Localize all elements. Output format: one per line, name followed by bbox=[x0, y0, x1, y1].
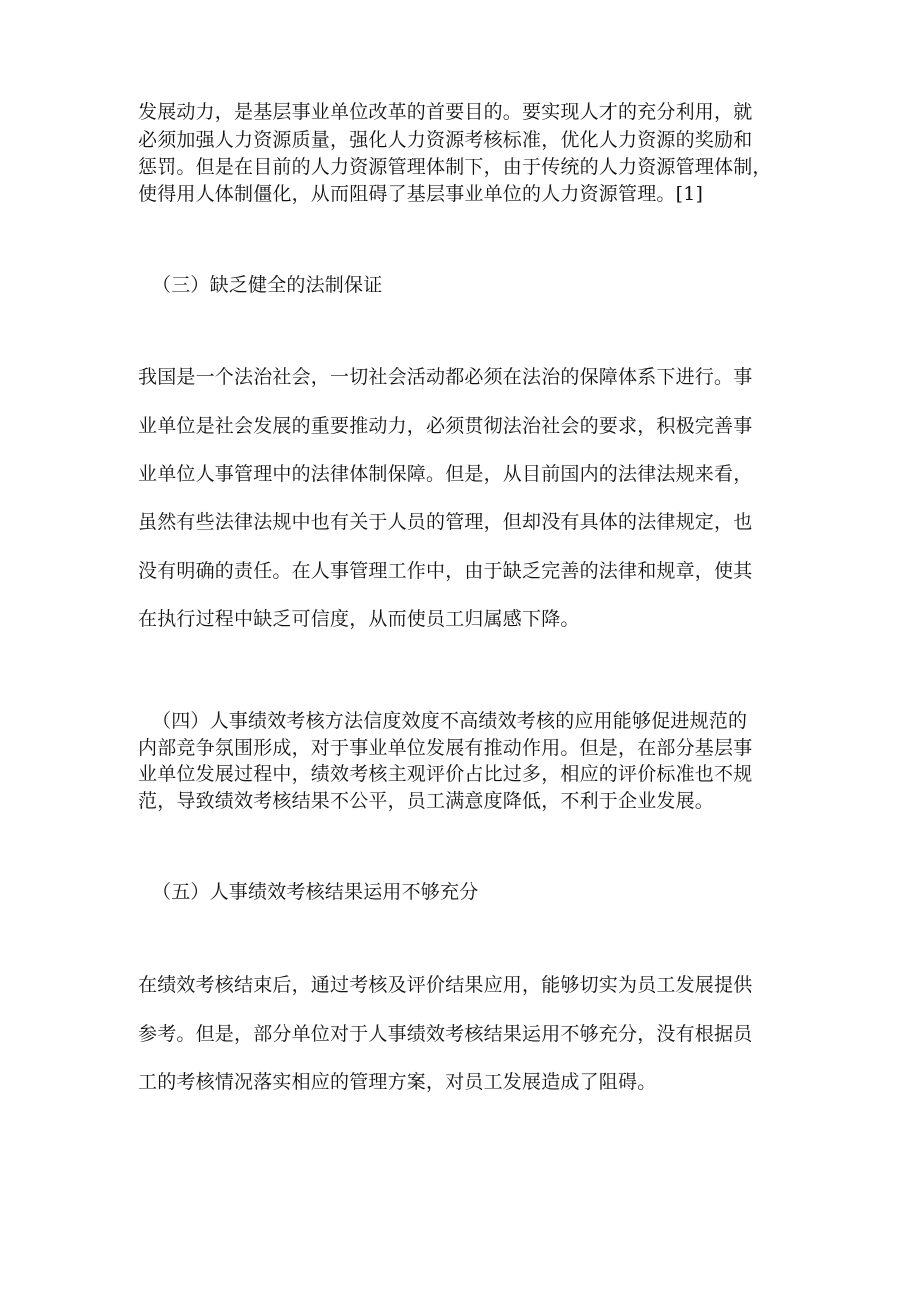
section-heading-5: （五）人事绩效考核结果运用不够充分 bbox=[152, 881, 479, 903]
text-line: （四）人事绩效考核方法信度效度不高绩效考核的应用能够促进规范的 bbox=[152, 710, 748, 732]
text-line: 内部竞争氛围形成，对于事业单位发展有推动作用。但是，在部分基层事 bbox=[138, 737, 753, 759]
text-line: 范，导致绩效考核结果不公平，员工满意度降低，不利于企业发展。 bbox=[138, 790, 715, 812]
text-line: 必须加强人力资源质量，强化人力资源考核标准，优化人力资源的奖励和 bbox=[138, 129, 753, 151]
text-line: 发展动力，是基层事业单位改革的首要目的。要实现人才的充分利用，就 bbox=[138, 101, 753, 123]
text-line: 使得用人体制僵化，从而阻碍了基层事业单位的人力资源管理。[1] bbox=[138, 183, 704, 205]
text-line: 工的考核情况落实相应的管理方案，对员工发展造成了阻碍。 bbox=[138, 1071, 657, 1093]
text-line: 虽然有些法律法规中也有关于人员的管理，但却没有具体的法律规定，也 bbox=[138, 511, 753, 533]
text-line: 业单位发展过程中，绩效考核主观评价占比过多，相应的评价标准也不规 bbox=[138, 763, 753, 785]
text-line: 在绩效考核结束后，通过考核及评价结果应用，能够切实为员工发展提供 bbox=[138, 974, 753, 996]
section-heading-3: （三）缺乏健全的法制保证 bbox=[152, 274, 383, 296]
text-line: 业单位人事管理中的法律体制保障。但是，从目前国内的法律法规来看， bbox=[138, 463, 753, 485]
text-line: 参考。但是，部分单位对于人事绩效考核结果运用不够充分，没有根据员 bbox=[138, 1023, 753, 1045]
text-line: 没有明确的责任。在人事管理工作中，由于缺乏完善的法律和规章，使其 bbox=[138, 560, 753, 582]
text-line: 在执行过程中缺乏可信度，从而使员工归属感下降。 bbox=[138, 608, 580, 630]
text-line: 业单位是社会发展的重要推动力，必须贯彻法治社会的要求，积极完善事 bbox=[138, 415, 753, 437]
text-line: 我国是一个法治社会，一切社会活动都必须在法治的保障体系下进行。事 bbox=[138, 366, 753, 388]
text-line: 惩罚。但是在目前的人力资源管理体制下，由于传统的人力资源管理体制， bbox=[138, 156, 772, 178]
